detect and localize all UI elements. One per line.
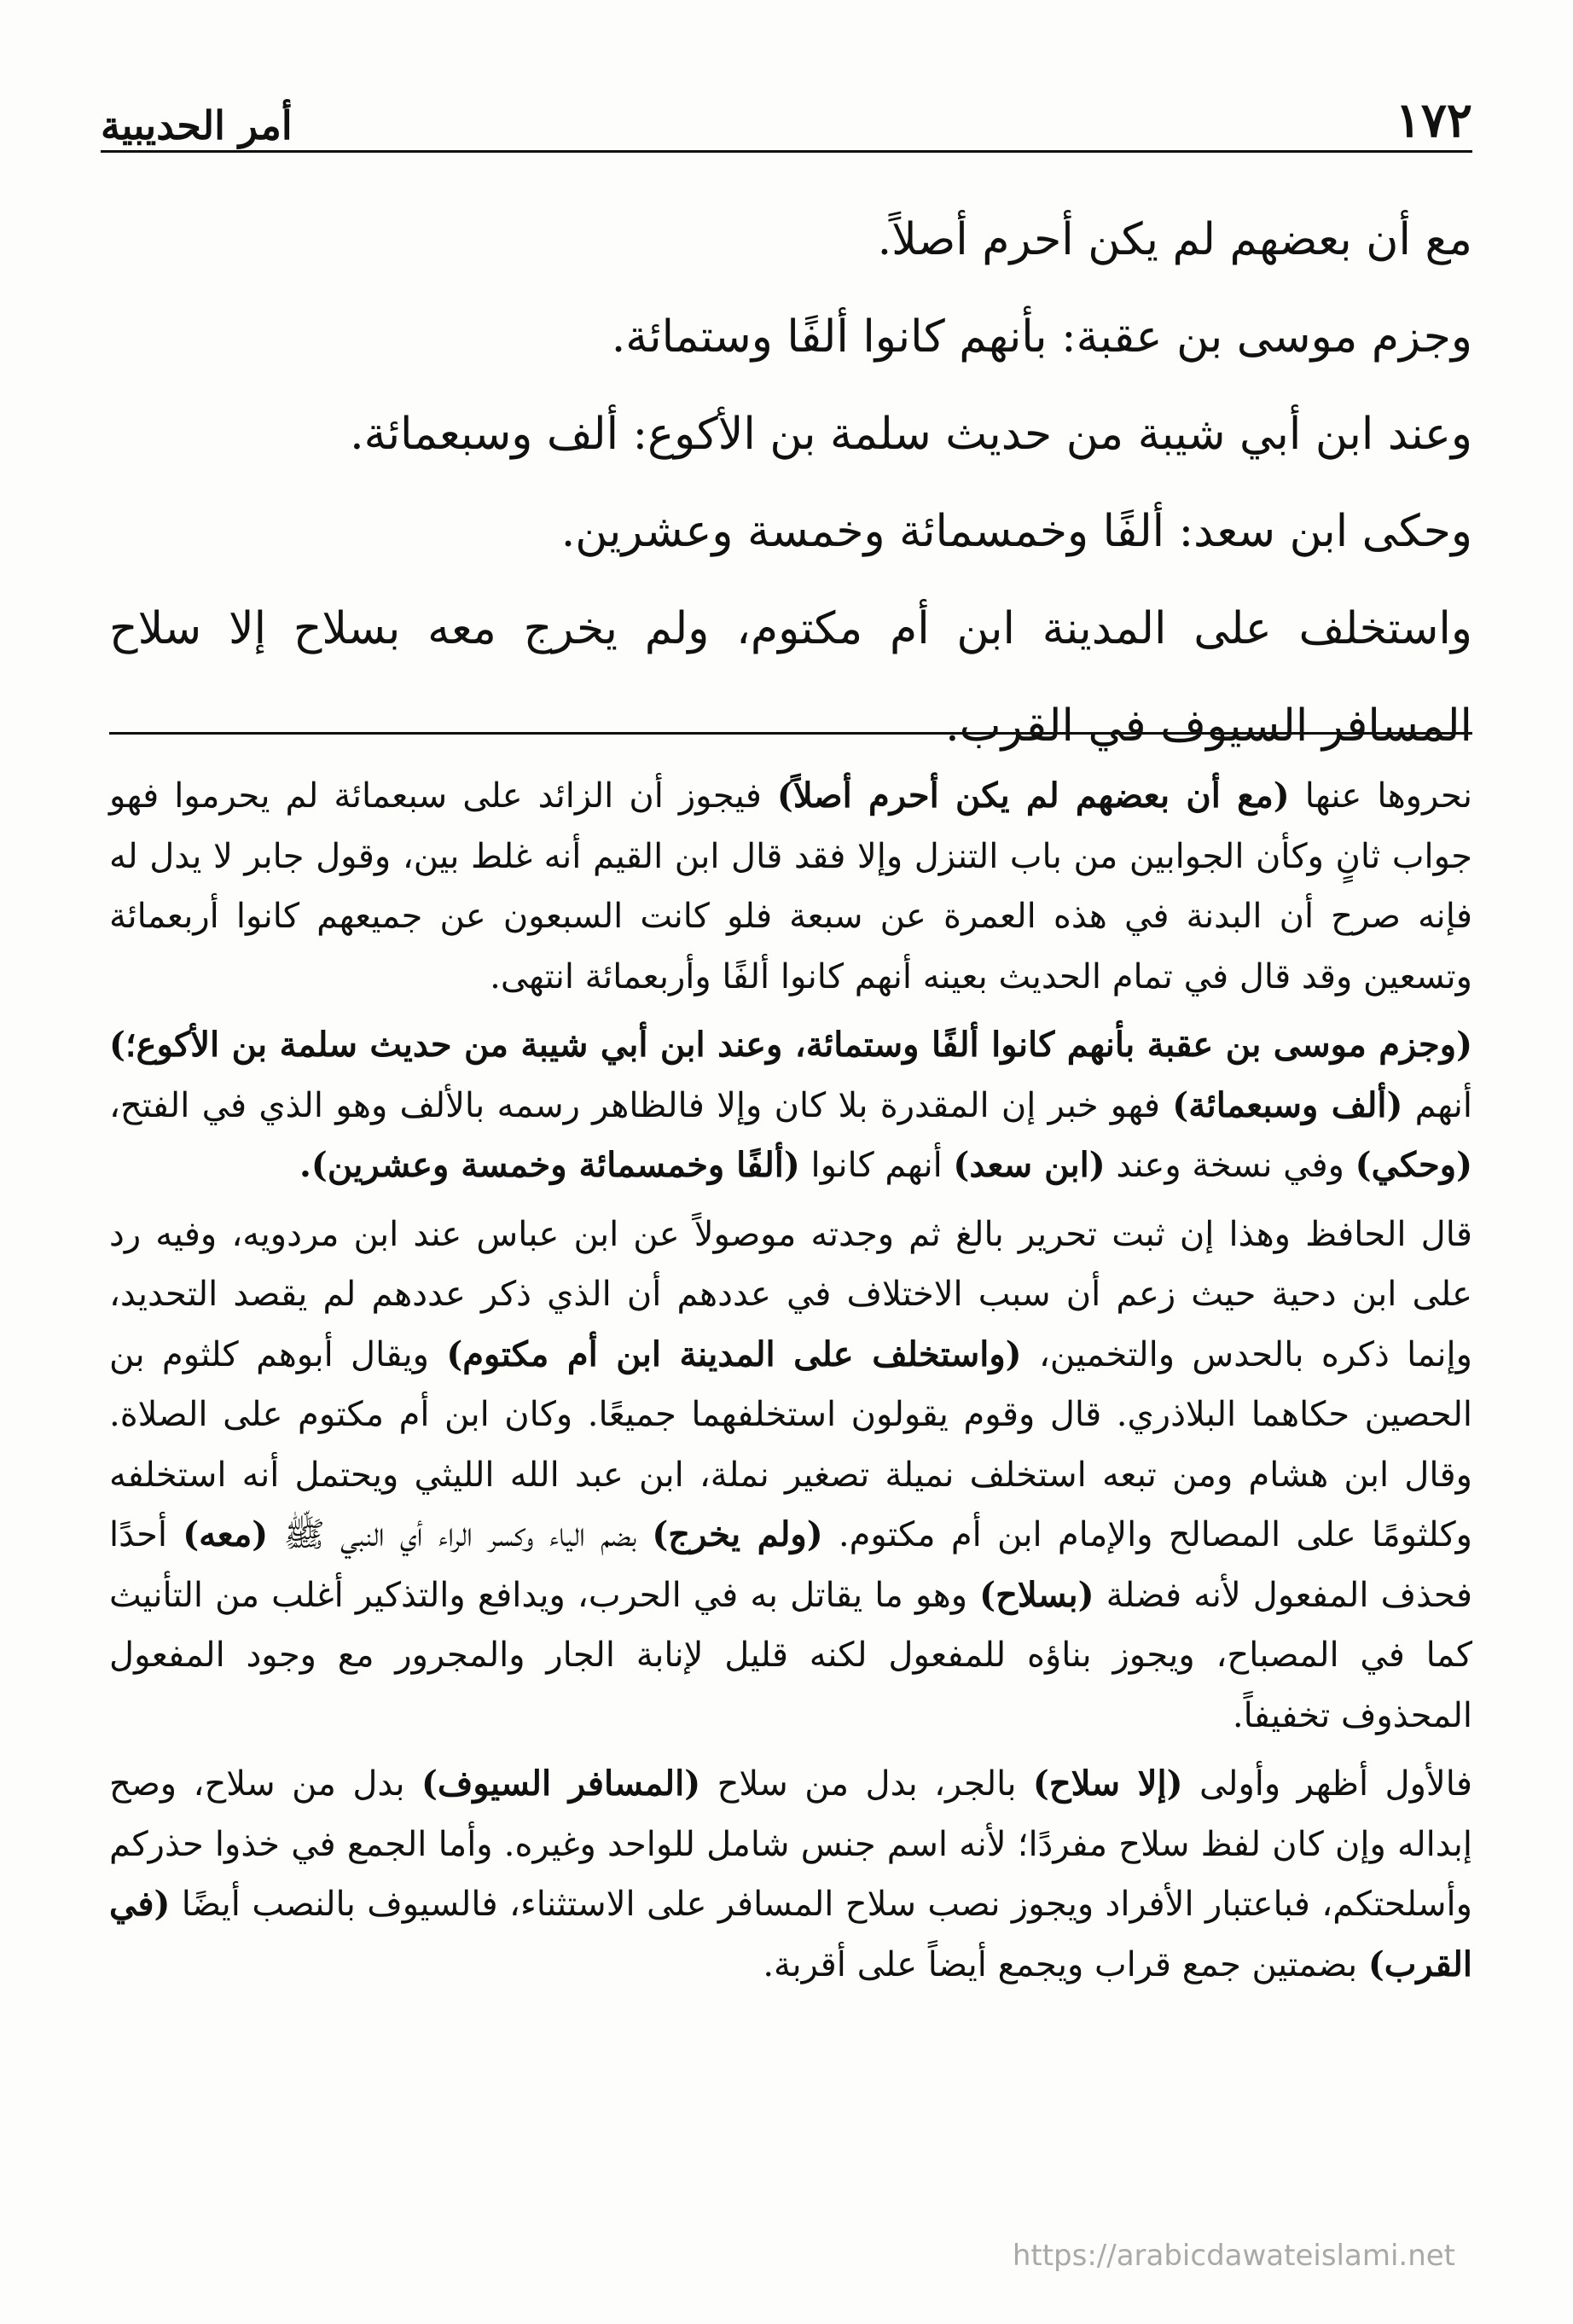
- main-text-line: وحكى ابن سعد: ألفًا وخمسمائة وخمسة وعشرين.: [560, 506, 1472, 557]
- commentary-text: أنهم كانوا: [799, 1146, 954, 1185]
- commentary-paragraph: [109, 1754, 1472, 1995]
- quoted-text: (بسلاح): [979, 1574, 1094, 1615]
- quoted-text: (إلا سلاح): [1032, 1763, 1183, 1804]
- quoted-text: (وحكي): [1355, 1145, 1472, 1185]
- page-number: ١٧٢: [1395, 92, 1472, 148]
- commentary-text: فهو خبر إن المقدرة بلا كان وإلا فالظاهر رسمه بالألف وهو الذي في الفتح،: [109, 1085, 1173, 1125]
- commentary-text: قال الحافظ وهذا إن ثبت تحرير بالغ ثم وجدته موصولاً عن ابن عباس عند ابن مردويه، وفيه رد على ابن دحية حيث زعم أن سبب الاختلاف في عددهم أن الذي ذكر عددهم لم يقصد التحديد، وإنما ذكره بالحدس والتخمين،: [109, 1214, 1473, 1374]
- main-text: [109, 191, 1472, 775]
- commentary: [109, 766, 1472, 2003]
- commentary-text: وهو ما يقاتل به في الحرب، ويدافع والتذكير أغلب من التأنيث كما في المصباح، ويجوز بناؤه للمفعول لكنه قليل لإنابة الجار والمجرور مع وجود المفعول المحذوف تخفيفاً.: [109, 1575, 1472, 1735]
- commentary-text: أنهم: [1402, 1085, 1472, 1125]
- quoted-text: (واستخلف على المدينة ابن أم مكتوم): [446, 1333, 1022, 1374]
- main-text-line: مع أن بعضهم لم يكن أحرم أصلاً.: [877, 214, 1472, 265]
- header-rule: [101, 150, 1472, 153]
- commentary-text: نحروها عنها: [1289, 776, 1472, 816]
- quoted-text: (ألفًا وخمسمائة وخمسة وعشرين).: [299, 1145, 800, 1185]
- commentary-text: بالجر، بدل من سلاح: [700, 1764, 1033, 1804]
- commentary-text: بدل من سلاح، وصح إبداله وإن كان لفظ سلاح مفردًا؛ لأنه اسم جنس شامل للواحد وغيره. وأما الجمع في خذوا حذركم وأسلحتكم، فباعتبار الأفراد ويجوز نصب سلاح المسافر على الاستثناء، فالسيوف بالنصب أيضًا: [109, 1764, 1472, 1924]
- quoted-text: (ألف وسبعمائة): [1172, 1084, 1403, 1125]
- main-text-line: وجزم موسى بن عقبة: بأنهم كانوا ألفًا وستمائة.: [611, 311, 1472, 363]
- page-header: [101, 75, 1472, 148]
- quoted-text: (ابن سعد): [953, 1145, 1106, 1185]
- commentary-text: فيجوز أن الزائد على سبعمائة لم يحرموا فهو جواب ثانٍ وكأن الجوابين من باب التنزل وإلا فقد قال ابن القيم أنه غلط بين، وقول جابر لا يدل له فإنه صرح أن البدنة في هذه العمرة عن سبعة فلو كانت السبعون عن جميعهم كانوا أربعمائة وتسعين وقد قال في تمام الحديث بعينه أنهم كانوا ألفًا وأربعمائة انتهى.: [109, 776, 1472, 996]
- commentary-text: أحدًا فحذف المفعول لأنه فضلة: [109, 1515, 1472, 1615]
- watermark: https://arabicdawateislami.net: [1012, 2239, 1455, 2273]
- commentary-text: بضمتين جمع قراب ويجمع أيضاً على أقربة.: [763, 1944, 1368, 1984]
- commentary-text: فالأول أظهر وأولى: [1182, 1764, 1473, 1804]
- commentary-paragraph: [109, 766, 1472, 1007]
- main-text-line: وعند ابن أبي شيبة من حديث سلمة بن الأكوع: ألف وسبعمائة.: [350, 409, 1472, 460]
- quoted-text: (وجزم موسى بن عقبة بأنهم كانوا ألفًا وستمائة، وعند ابن أبي شيبة من حديث سلمة بن الأكوع؛): [109, 1025, 1472, 1065]
- quoted-text: (مع أن بعضهم لم يكن أحرم أصلاً): [776, 776, 1290, 816]
- running-title: أمر الحديبية: [101, 102, 293, 148]
- commentary-paragraph: [109, 1015, 1472, 1196]
- commentary-paragraph: [109, 1205, 1472, 1746]
- commentary-text: وفي نسخة وعند: [1105, 1146, 1355, 1185]
- quoted-text: (معه): [183, 1514, 269, 1554]
- section-divider: [109, 732, 1472, 735]
- quoted-text: (في القرب): [109, 1884, 1472, 1984]
- main-text-line: واستخلف على المدينة ابن أم مكتوم، ولم يخرج معه بسلاح إلا سلاح المسافر السيوف في القرب.: [109, 603, 1472, 752]
- quoted-text: (المسافر السيوف): [421, 1763, 701, 1804]
- commentary-text: بضم الياء وكسر الراء أي النبي ﷺ: [268, 1515, 653, 1554]
- quoted-text: (ولم يخرج): [652, 1514, 823, 1554]
- commentary-text: ويقال أبوهم كلثوم بن الحصين حكاهما البلاذري. قال وقوم يقولون استخلفهما جميعًا. وكان ابن أم مكتوم على الصلاة. وقال ابن هشام ومن تبعه استخلف نميلة تصغير نملة، ابن عبد الله الليثي ويحتمل أنه استخلفه وكلثومًا على المصالح والإمام ابن أم مكتوم.: [109, 1334, 1472, 1554]
